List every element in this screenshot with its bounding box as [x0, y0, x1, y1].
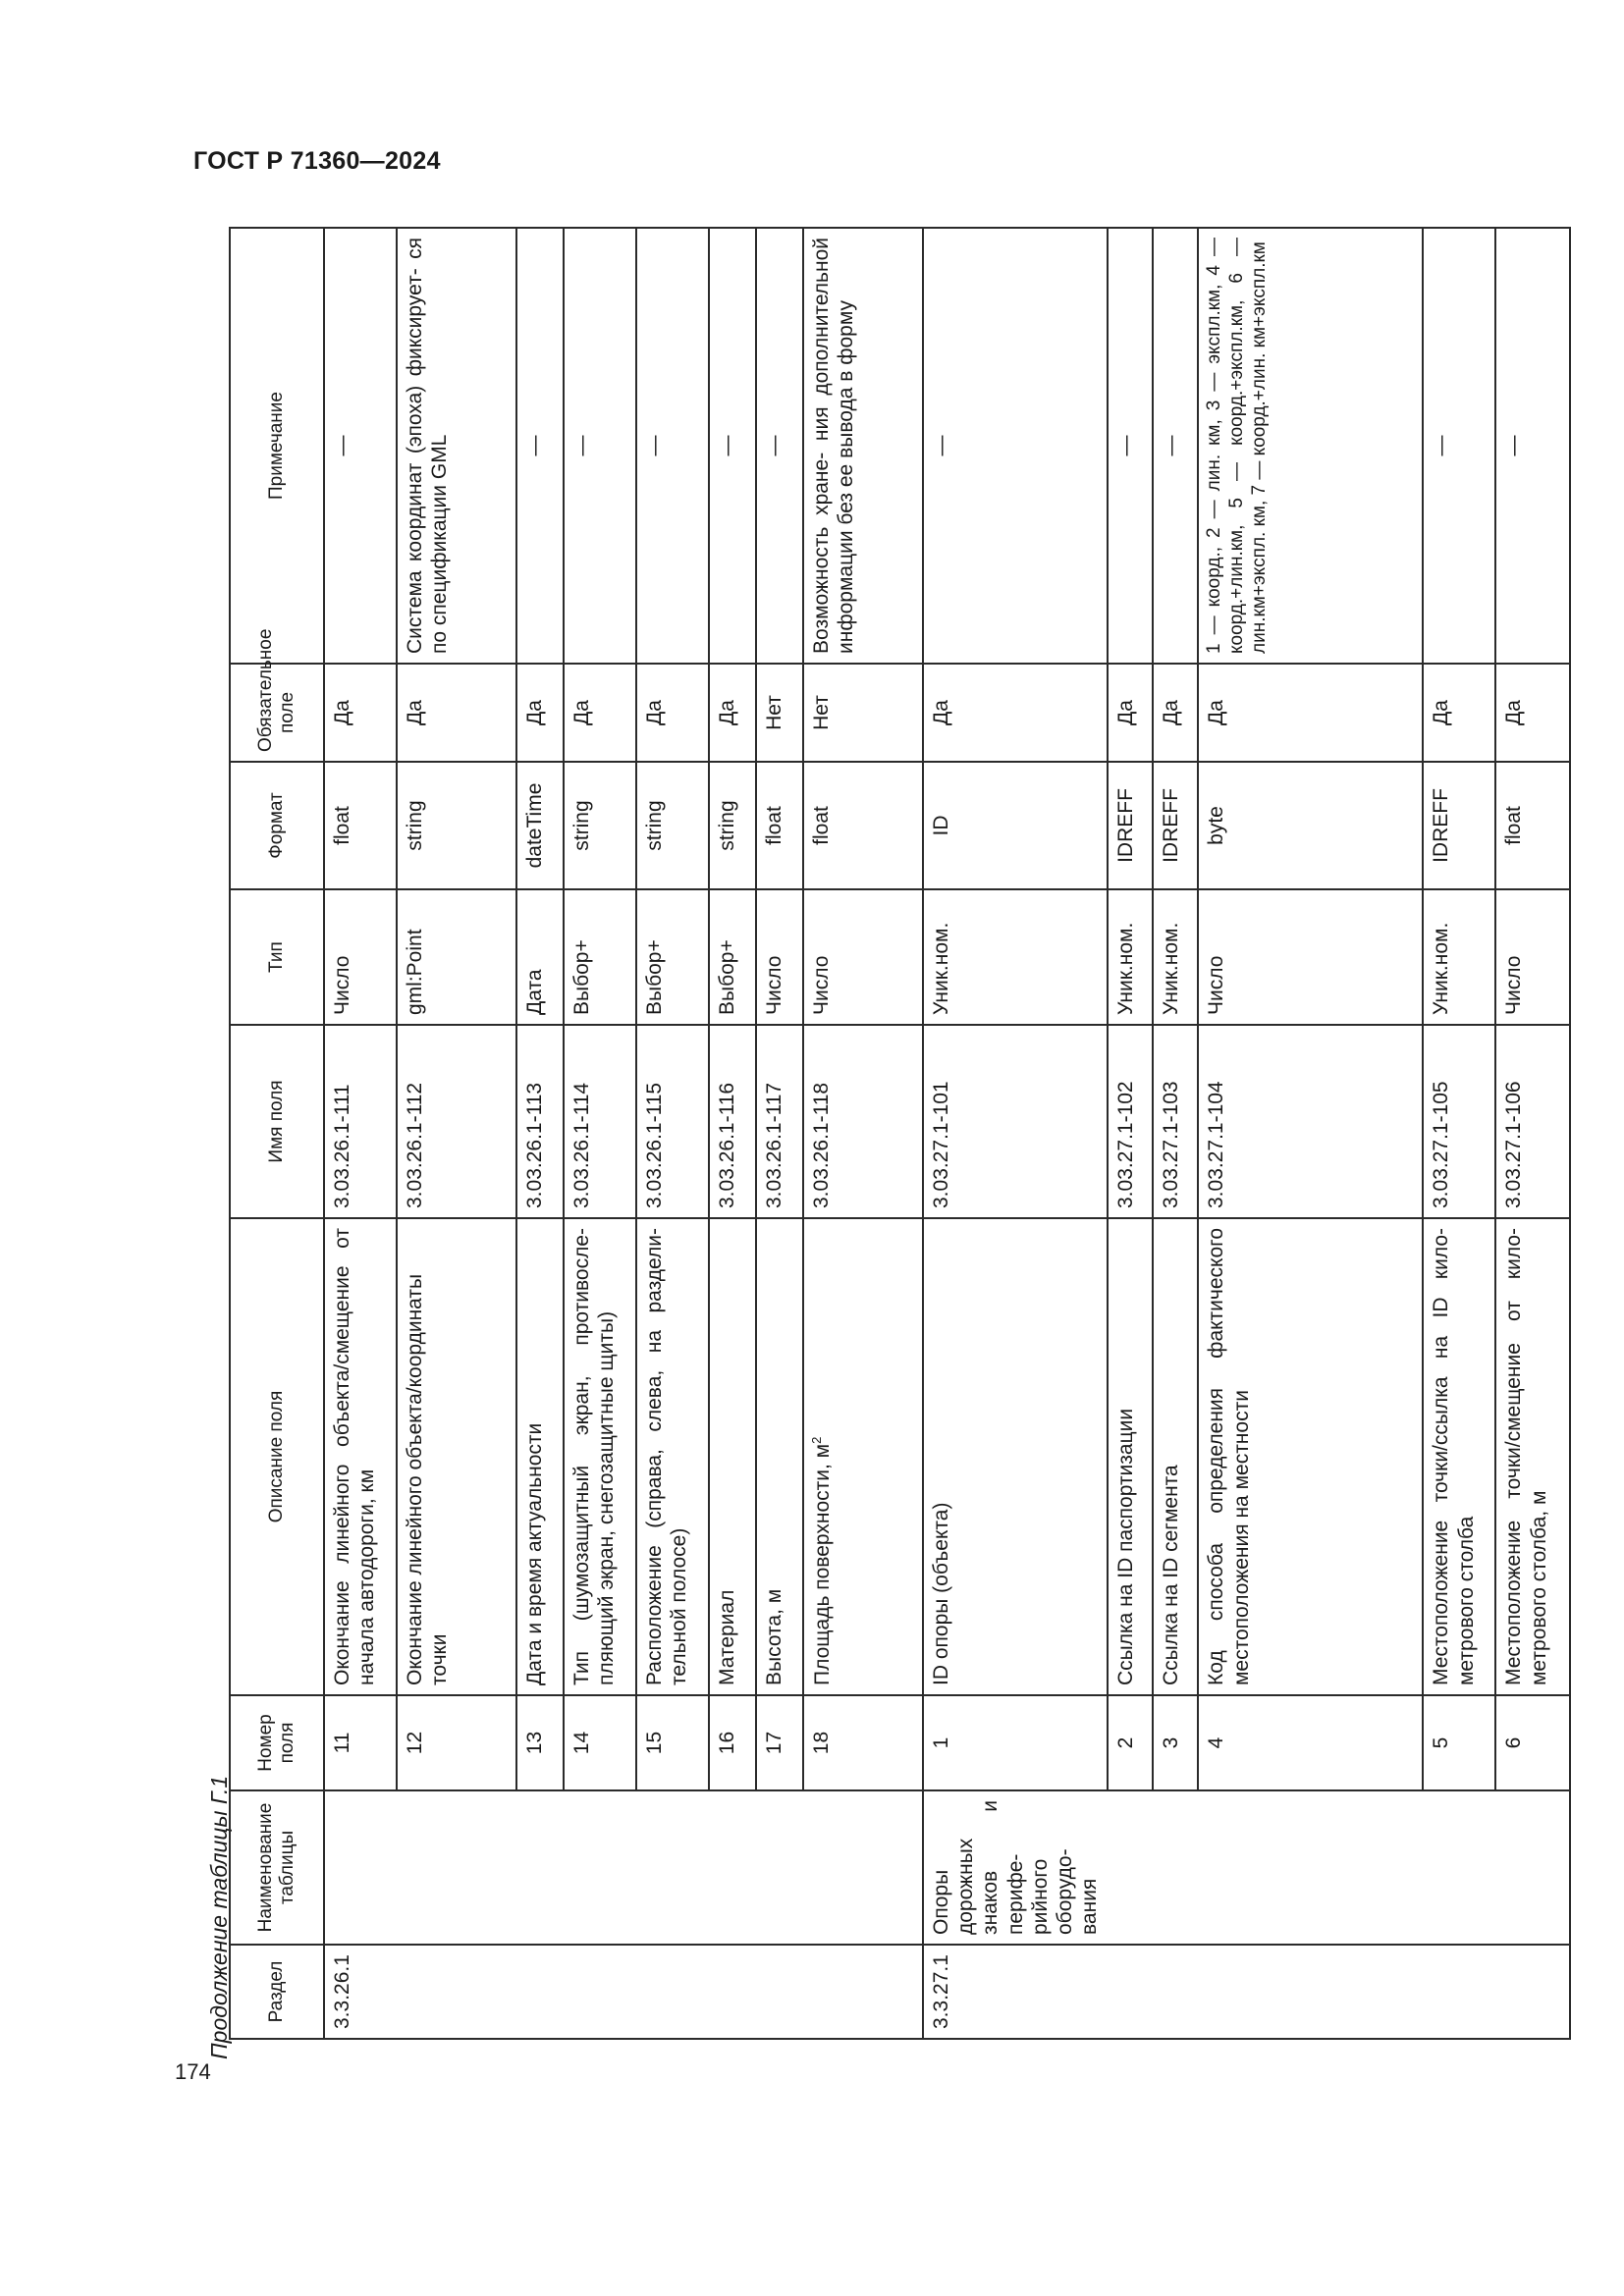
- field-number-cell: 2: [1108, 1695, 1153, 1790]
- table-name-cell: [397, 1790, 516, 1945]
- col-header-field-name: Имя поля: [230, 1025, 324, 1218]
- table-name-cell: [756, 1790, 803, 1945]
- note-cell: —: [1495, 228, 1570, 664]
- table-name-cell: [709, 1790, 756, 1945]
- field-name-cell: 3.03.26.1-114: [564, 1025, 636, 1218]
- field-description-cell: Расположение (справа, слева, на раздели- тельной полосе): [636, 1218, 709, 1695]
- type-cell: Уник.ном.: [923, 889, 1108, 1025]
- type-cell: Число: [1198, 889, 1423, 1025]
- note-cell: —: [709, 228, 756, 664]
- required-cell: Да: [1108, 664, 1153, 762]
- table-row: [397, 228, 516, 2039]
- table-name-cell: [564, 1790, 636, 1945]
- type-cell: Выбор+: [709, 889, 756, 1025]
- field-description-cell: Высота, м: [756, 1218, 803, 1695]
- section-cell: [564, 1945, 636, 2039]
- field-description-cell: Дата и время актуальности: [516, 1218, 564, 1695]
- type-cell: Число: [1495, 889, 1570, 1025]
- format-cell: IDREFF: [1423, 762, 1495, 889]
- required-cell: Нет: [756, 664, 803, 762]
- table-name-cell: Опоры дорожных знаков и перифе- рийного оборудо- вания: [923, 1790, 1108, 1945]
- col-header-field-description: Описание поля: [230, 1218, 324, 1695]
- required-cell: Да: [564, 664, 636, 762]
- required-cell: Нет: [803, 664, 923, 762]
- field-number-cell: 4: [1198, 1695, 1423, 1790]
- required-cell: Да: [1495, 664, 1570, 762]
- required-cell: Да: [1198, 664, 1423, 762]
- field-name-cell: 3.03.26.1-117: [756, 1025, 803, 1218]
- format-cell: IDREFF: [1153, 762, 1198, 889]
- field-name-cell: 3.03.27.1-102: [1108, 1025, 1153, 1218]
- type-cell: Уник.ном.: [1108, 889, 1153, 1025]
- field-number-cell: 18: [803, 1695, 923, 1790]
- section-cell: [636, 1945, 709, 2039]
- field-number-cell: 5: [1423, 1695, 1495, 1790]
- section-cell: [1198, 1945, 1423, 2039]
- field-name-cell: 3.03.26.1-112: [397, 1025, 516, 1218]
- table-row: [564, 228, 636, 2039]
- field-name-cell: 3.03.27.1-105: [1423, 1025, 1495, 1218]
- section-cell: [1495, 1945, 1570, 2039]
- field-number-cell: 3: [1153, 1695, 1198, 1790]
- note-cell: —: [756, 228, 803, 664]
- format-cell: byte: [1198, 762, 1423, 889]
- format-cell: string: [709, 762, 756, 889]
- table-row: [1108, 228, 1153, 2039]
- rotated-table-container: [229, 229, 1550, 2040]
- col-header-field-number: Номер поля: [230, 1695, 324, 1790]
- note-cell: —: [1153, 228, 1198, 664]
- field-description-cell: Код способа определения фактического местоположения на местности: [1198, 1218, 1423, 1695]
- field-description-cell: Местоположение точки/ссылка на ID кило- метрового столба: [1423, 1218, 1495, 1695]
- format-cell: float: [756, 762, 803, 889]
- type-cell: gml:Point: [397, 889, 516, 1025]
- table-name-cell: [1423, 1790, 1495, 1945]
- table-row: [1423, 228, 1495, 2039]
- type-cell: Уник.ном.: [1153, 889, 1198, 1025]
- type-cell: Число: [756, 889, 803, 1025]
- note-cell: —: [564, 228, 636, 664]
- table-row: [1495, 228, 1570, 2039]
- section-cell: [1108, 1945, 1153, 2039]
- field-number-cell: 17: [756, 1695, 803, 1790]
- note-cell: —: [636, 228, 709, 664]
- section-cell: [803, 1945, 923, 2039]
- field-number-cell: 15: [636, 1695, 709, 1790]
- field-name-cell: 3.03.27.1-104: [1198, 1025, 1423, 1218]
- required-cell: Да: [1153, 664, 1198, 762]
- section-cell: 3.3.26.1: [324, 1945, 397, 2039]
- field-name-cell: 3.03.26.1-113: [516, 1025, 564, 1218]
- format-cell: float: [803, 762, 923, 889]
- required-cell: Да: [636, 664, 709, 762]
- required-cell: Да: [397, 664, 516, 762]
- field-number-cell: 16: [709, 1695, 756, 1790]
- field-description-cell: Ссылка на ID сегмента: [1153, 1218, 1198, 1695]
- table-row: [636, 228, 709, 2039]
- type-cell: Выбор+: [636, 889, 709, 1025]
- field-name-cell: 3.03.26.1-111: [324, 1025, 397, 1218]
- page-number: 174: [175, 2059, 211, 2084]
- table-name-cell: [1198, 1790, 1423, 1945]
- table-name-cell: [636, 1790, 709, 1945]
- field-number-cell: 1: [923, 1695, 1108, 1790]
- standard-header: ГОСТ Р 71360—2024: [193, 147, 441, 175]
- note-cell: —: [923, 228, 1108, 664]
- field-description-text: Площадь поверхности, м: [811, 1443, 834, 1685]
- type-cell: Число: [803, 889, 923, 1025]
- field-number-cell: 12: [397, 1695, 516, 1790]
- field-name-cell: 3.03.27.1-101: [923, 1025, 1108, 1218]
- section-cell: [1153, 1945, 1198, 2039]
- format-cell: string: [564, 762, 636, 889]
- required-cell: Да: [709, 664, 756, 762]
- field-description-cell: Местоположение точки/смещение от кило- метрового столба, м: [1495, 1218, 1570, 1695]
- format-cell: string: [636, 762, 709, 889]
- field-description-cell: Тип (шумозащитный экран, противосле- пляющий экран, снегозащитные щиты): [564, 1218, 636, 1695]
- table-row: [516, 228, 564, 2039]
- field-name-cell: 3.03.26.1-118: [803, 1025, 923, 1218]
- table-name-cell: [1495, 1790, 1570, 1945]
- table-row: [803, 228, 923, 2039]
- field-description-cell: Ссылка на ID паспортизации: [1108, 1218, 1153, 1695]
- section-cell: 3.3.27.1: [923, 1945, 1108, 2039]
- type-cell: Уник.ном.: [1423, 889, 1495, 1025]
- table-name-cell: [324, 1790, 397, 1945]
- required-cell: Да: [324, 664, 397, 762]
- table-row: [923, 228, 1108, 2039]
- required-cell: Да: [516, 664, 564, 762]
- note-cell: —: [516, 228, 564, 664]
- col-header-note: Примечание: [230, 228, 324, 664]
- note-cell: —: [1423, 228, 1495, 664]
- type-cell: Число: [324, 889, 397, 1025]
- required-cell: Да: [923, 664, 1108, 762]
- col-header-table-name: Наименование таблицы: [230, 1790, 324, 1945]
- field-description-cell: Окончание линейного объекта/координаты точки: [397, 1218, 516, 1695]
- col-header-type: Тип: [230, 889, 324, 1025]
- type-cell: Дата: [516, 889, 564, 1025]
- required-cell: Да: [1423, 664, 1495, 762]
- format-cell: IDREFF: [1108, 762, 1153, 889]
- field-number-cell: 11: [324, 1695, 397, 1790]
- field-name-cell: 3.03.27.1-103: [1153, 1025, 1198, 1218]
- format-cell: string: [397, 762, 516, 889]
- format-cell: ID: [923, 762, 1108, 889]
- field-number-cell: 6: [1495, 1695, 1570, 1790]
- section-cell: [516, 1945, 564, 2039]
- data-table: [229, 227, 1571, 2040]
- field-description-cell: Окончание линейного объекта/смещение от начала автодороги, км: [324, 1218, 397, 1695]
- section-cell: [1423, 1945, 1495, 2039]
- section-cell: [756, 1945, 803, 2039]
- note-cell: Возможность хране- ния дополнительной информации без ее вывода в форму: [803, 228, 923, 664]
- note-cell: Система координат (эпоха) фиксирует- ся по спецификации GML: [397, 228, 516, 664]
- format-cell: dateTime: [516, 762, 564, 889]
- table-row: [1198, 228, 1423, 2039]
- col-header-required: Обязательное поле: [230, 664, 324, 762]
- table-row: [324, 228, 397, 2039]
- table-row: [756, 228, 803, 2039]
- field-name-cell: 3.03.26.1-116: [709, 1025, 756, 1218]
- note-cell: 1 — коорд., 2 — лин. км, 3 — экспл.км, 4 — коорд.+лин.км, 5 — коорд.+экспл.км, 6 — лин.км+экспл. км, 7 — коорд.+лин. км+экспл.км: [1198, 228, 1423, 664]
- col-header-format: Формат: [230, 762, 324, 889]
- note-cell: —: [324, 228, 397, 664]
- table-name-cell: [1108, 1790, 1153, 1945]
- col-header-section: Раздел: [230, 1945, 324, 2039]
- table-header-row: [230, 228, 324, 2039]
- field-name-cell: 3.03.26.1-115: [636, 1025, 709, 1218]
- superscript-exponent: 2: [809, 1436, 824, 1444]
- table-row: [1153, 228, 1198, 2039]
- field-name-cell: 3.03.27.1-106: [1495, 1025, 1570, 1218]
- table-caption: Продолжение таблицы Г.1: [206, 1775, 232, 2059]
- field-number-cell: 13: [516, 1695, 564, 1790]
- table-name-cell: [1153, 1790, 1198, 1945]
- type-cell: Выбор+: [564, 889, 636, 1025]
- field-description-cell: Материал: [709, 1218, 756, 1695]
- section-cell: [709, 1945, 756, 2039]
- format-cell: float: [324, 762, 397, 889]
- table-name-cell: [803, 1790, 923, 1945]
- section-cell: [397, 1945, 516, 2039]
- field-description-cell: [803, 1218, 923, 1695]
- table-row: [709, 228, 756, 2039]
- table-name-cell: [516, 1790, 564, 1945]
- field-description-cell: ID опоры (объекта): [923, 1218, 1108, 1695]
- field-number-cell: 14: [564, 1695, 636, 1790]
- note-cell: —: [1108, 228, 1153, 664]
- format-cell: float: [1495, 762, 1570, 889]
